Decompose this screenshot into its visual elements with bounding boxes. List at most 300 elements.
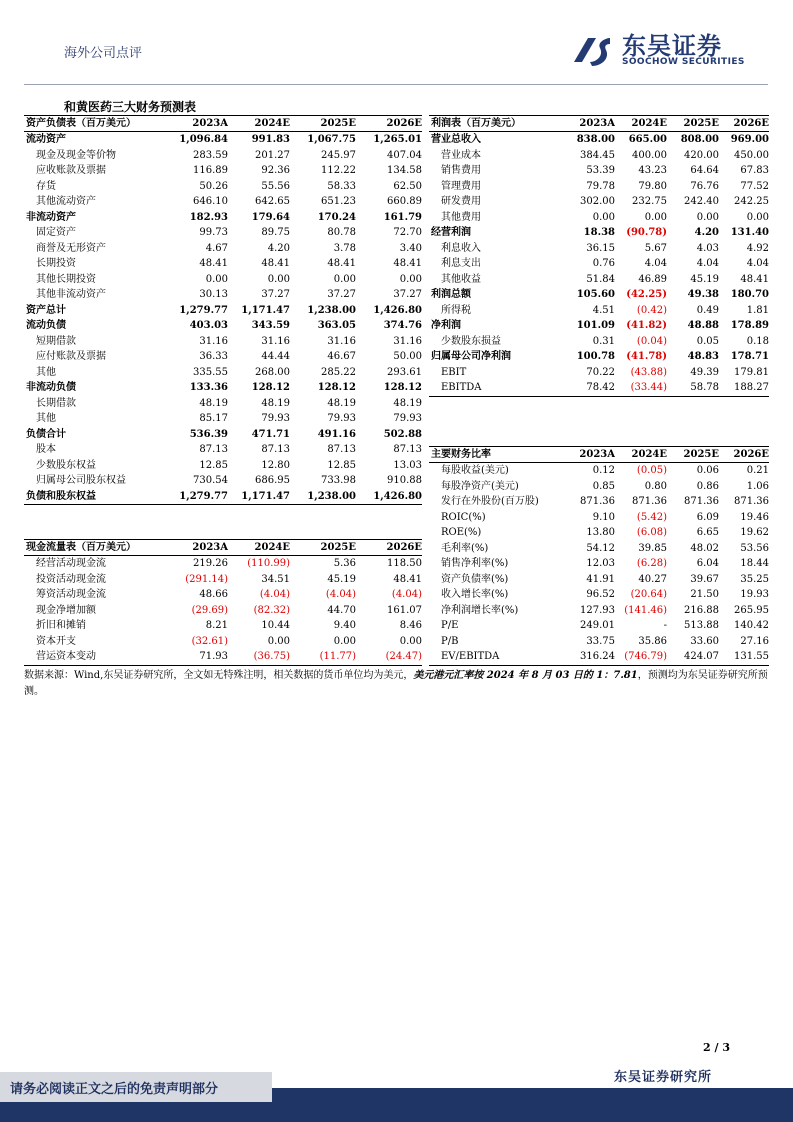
row-label: 其他收益 [441,273,481,285]
cell-value: 0.06 [696,465,719,476]
row-label: 营运资本变动 [24,649,166,665]
cell-value: 178.71 [730,351,769,362]
row-label: 现金净增加额 [36,604,96,616]
cell-value: 78.42 [565,380,615,396]
table-row [24,572,422,588]
balance-sheet-table [24,115,422,505]
cell-value: 4.92 [746,242,769,254]
cell-value: 0.00 [267,273,290,285]
cell-value: 133.36 [189,382,228,393]
cash-flow-table [24,539,422,666]
cell-value: (24.47) [356,649,422,665]
cell-value: 302.00 [580,196,615,207]
cell-value: (82.32) [253,604,290,616]
cell-value: 180.70 [730,289,769,300]
table-row [429,334,769,350]
row-label: EBITDA [429,380,565,396]
table-row [429,256,769,272]
cell-value: 4.20 [267,242,290,254]
cell-value: 89.75 [261,227,290,238]
cell-value: 0.00 [696,211,719,223]
row-label: 经营利润 [431,227,471,238]
cell-value: (33.44) [615,380,667,396]
cell-value: 969.00 [730,134,769,145]
cell-value: 265.95 [734,604,769,616]
cell-value: 293.61 [387,366,422,378]
row-label: 筹资活动现金流 [36,589,106,600]
cell-value: 72.70 [393,227,422,238]
cell-value: 871.36 [684,496,719,507]
cell-value: 808.00 [680,134,719,145]
cell-value: 642.65 [255,196,290,207]
cell-value: 4.51 [592,304,615,316]
cell-value: 79.93 [327,413,356,424]
cell-value: (43.88) [630,366,667,378]
cell-value: 112.22 [321,165,356,176]
cell-value: 51.84 [586,273,615,285]
row-label: P/B [441,635,459,647]
year-header: 2023A [166,540,228,556]
row-label: ROE(%) [441,527,482,538]
row-label: 净利润增长率(%) [441,604,519,616]
cell-value: 140.42 [734,620,769,631]
cell-value: 37.27 [261,289,290,300]
year-header: 2026E [719,116,769,132]
cell-value: 0.85 [592,480,615,492]
cell-value: 48.02 [690,542,719,554]
row-label: 商誉及无形资产 [36,242,106,254]
cell-value: 660.89 [387,196,422,207]
cell-value: 733.98 [321,475,356,486]
table-row [24,148,422,164]
cell-value: 536.39 [189,428,228,440]
cell-value: 242.40 [684,196,719,207]
cell-value: 245.97 [321,149,356,161]
cell-value: 10.44 [261,620,290,631]
cell-value: 37.27 [327,289,356,300]
cell-value: 48.41 [740,273,769,285]
cell-value: 39.85 [638,542,667,554]
year-header: 2026E [356,540,422,556]
year-header: 2026E [719,447,769,463]
cell-value: 62.50 [393,180,422,192]
cell-value: 1,067.75 [307,134,356,145]
table-row [24,603,422,619]
table-row [24,241,422,257]
table-row [429,541,769,557]
year-header: 2024E [228,116,290,132]
cell-value: 41.91 [586,573,615,585]
row-label: 经营活动现金流 [36,558,106,569]
cell-value: (141.46) [624,604,667,616]
row-label: EV/EBITDA [429,649,565,665]
row-label: P/E [441,620,459,631]
row-label: 毛利率(%) [441,542,489,554]
cell-value: (6.08) [636,527,667,538]
cell-value: 1,279.77 [179,304,228,316]
cell-value: (41.82) [626,320,667,331]
cell-value: 128.12 [251,382,290,393]
table-row [429,618,769,634]
row-label: 销售净利率(%) [441,558,509,569]
table-row [429,510,769,526]
cell-value: 283.59 [193,149,228,161]
row-label: 股本 [36,444,56,455]
cell-value: 5.67 [644,242,667,254]
cell-value: (5.42) [636,511,667,523]
cell-value: 53.56 [740,542,769,554]
table-row [24,194,422,210]
cell-value: 0.00 [333,635,356,647]
cell-value: 45.19 [690,273,719,285]
table-row [24,303,422,319]
source-note [24,668,769,700]
row-label: 其他长期投资 [36,273,96,285]
row-label: 利息收入 [441,242,481,254]
cell-value: (4.04) [391,589,422,600]
cell-value: 179.81 [734,366,769,378]
cell-value: 285.22 [321,366,356,378]
cell-value: 4.04 [696,258,719,269]
logo-text-en: SOOCHOW SECURITIES [622,57,745,67]
year-header: 2024E [615,447,667,463]
row-label: 固定资产 [36,227,76,238]
cell-value: 1,171.47 [241,304,290,316]
cell-value: 18.38 [583,227,615,238]
year-header: 2025E [290,540,356,556]
cell-value: 1,265.01 [373,134,422,145]
table-row [24,442,422,458]
cell-value: (11.77) [290,649,356,665]
row-label: 现金及现金等价物 [36,149,116,161]
cell-value: 87.13 [261,444,290,455]
row-label: 研发费用 [441,196,481,207]
cell-value: 101.09 [576,320,615,331]
row-label: 归属母公司股东权益 [36,475,126,486]
table-row [24,349,422,365]
cell-value: 48.19 [393,397,422,409]
table-row [429,494,769,510]
table-row [24,649,422,665]
cell-value: 37.27 [393,289,422,300]
table-row [429,148,769,164]
header-divider [24,84,768,85]
cell-value: 0.86 [696,480,719,492]
table-row [24,287,422,303]
cell-value: 49.38 [687,289,719,300]
cell-value: 48.88 [687,320,719,331]
table-row [429,132,769,148]
cell-value: 53.39 [586,165,615,176]
cell-value: 44.70 [327,604,356,616]
cell-value: 424.07 [667,649,719,665]
financial-ratios-table [429,446,769,666]
cell-value: 646.10 [193,196,228,207]
cell-value: 48.41 [393,258,422,269]
year-header: 2024E [228,540,290,556]
table-row [24,556,422,572]
cell-value: 219.26 [193,558,228,569]
cell-value: 170.24 [317,211,356,223]
table-row [429,479,769,495]
cell-value: 85.17 [199,413,228,424]
cell-value: 44.44 [261,351,290,362]
table-row [24,489,422,505]
row-label: 负债和股东权益 [24,489,166,505]
cell-value: 13.80 [586,527,615,538]
cell-value: 400.00 [632,149,667,161]
cell-value: 71.93 [166,649,228,665]
cell-value: 1.81 [746,304,769,316]
row-label: 应付账款及票据 [36,351,106,362]
income-statement-table [429,115,769,397]
cell-value: 70.22 [586,366,615,378]
cell-value: 87.13 [199,444,228,455]
cell-value: 105.60 [576,289,615,300]
table-row [24,618,422,634]
page-title: 和黄医药三大财务预测表 [64,100,197,114]
table-row [24,458,422,474]
cell-value: 0.49 [696,304,719,316]
cell-value: (32.61) [191,635,228,647]
cell-value: 31.16 [199,335,228,347]
footer-org-name: 东吴证券研究所 [614,1070,713,1085]
cell-value: 0.21 [746,465,769,476]
cell-value: 471.71 [251,428,290,440]
table-row [429,634,769,650]
cell-value: 58.33 [327,180,356,192]
table-heading: 利润表（百万美元） [429,116,565,132]
cell-value: 0.00 [399,635,422,647]
cell-value: 407.04 [387,149,422,161]
cell-value: 991.83 [251,134,290,145]
cell-value: 55.56 [261,180,290,192]
table-row [24,634,422,650]
cell-value: (41.78) [626,351,667,362]
year-header: 2023A [565,116,615,132]
table-row [24,272,422,288]
row-label: 其他费用 [441,211,481,223]
row-label: 利息支出 [441,258,481,269]
cell-value: 64.64 [690,165,719,176]
table-row [24,396,422,412]
cell-value: 6.65 [696,527,719,538]
cell-value: 30.13 [199,289,228,300]
cell-value: 686.95 [255,475,290,486]
table-row [429,287,769,303]
cell-value: 35.25 [740,573,769,585]
cell-value: 54.12 [586,542,615,554]
cell-value: 513.88 [684,620,719,631]
cell-value: 316.24 [565,649,615,665]
row-label: 折旧和摊销 [36,620,86,631]
cell-value: 19.46 [740,511,769,523]
cell-value: 50.00 [393,351,422,362]
cell-value: 268.00 [255,366,290,378]
cell-value: 39.67 [690,573,719,585]
row-label: 收入增长率(%) [441,589,509,600]
cell-value: 80.78 [327,227,356,238]
cell-value: 46.67 [327,351,356,362]
cell-value: 48.41 [199,258,228,269]
year-header: 2025E [667,447,719,463]
row-label: 所得税 [441,304,471,316]
cell-value: 6.09 [696,511,719,523]
cell-value: 67.83 [740,165,769,176]
cell-value: 1,096.84 [179,134,228,145]
cell-value: 871.36 [632,496,667,507]
cell-value: 49.39 [690,366,719,378]
header-subtitle: 海外公司点评 [64,46,143,61]
cell-value: 79.80 [638,180,667,192]
row-label: 资产总计 [26,304,66,316]
row-label: EBIT [441,366,467,378]
cell-value: 871.36 [580,496,615,507]
table-row [24,225,422,241]
cell-value: 9.10 [592,511,615,523]
cell-value: 502.88 [383,428,422,440]
cell-value: 31.16 [261,335,290,347]
row-label: 流动资产 [26,134,66,145]
cell-value: 50.26 [199,180,228,192]
cell-value: 0.00 [267,635,290,647]
cell-value: 79.93 [393,413,422,424]
cell-value: 31.16 [327,335,356,347]
cell-value: 838.00 [576,134,615,145]
table-row [24,427,422,443]
cell-value: (6.28) [636,558,667,569]
cell-value: (291.14) [185,573,228,585]
cell-value: (0.04) [636,335,667,347]
table-row [429,525,769,541]
cell-value: 651.23 [321,196,356,207]
cell-value: (746.79) [615,649,667,665]
cell-value: 5.36 [333,558,356,569]
source-note-part3: ，预测均为东吴证券研究所预测。 [24,670,768,697]
cell-value: 242.25 [734,196,769,207]
table-row [429,572,769,588]
cell-value: 0.31 [592,335,615,347]
cell-value: 179.64 [251,211,290,223]
row-label: 其他流动资产 [36,196,96,207]
table-row [429,318,769,334]
row-label: 长期借款 [36,397,76,409]
cell-value: - [663,620,667,631]
row-label: 净利润 [431,320,461,331]
cell-value: 9.40 [333,620,356,631]
cell-value: 161.79 [383,211,422,223]
cell-value: 48.19 [327,397,356,409]
cell-value: 87.13 [393,444,422,455]
cell-value: 128.12 [383,382,422,393]
source-note-part1: 数据来源：Wind,东吴证券研究所，全文如无特殊注明，相关数据的货币单位均为美元， [24,670,414,681]
table-row [24,132,422,148]
row-label: 存货 [36,180,56,192]
cell-value: 100.78 [576,351,615,362]
cell-value: 335.55 [193,366,228,378]
cell-value: 363.05 [317,320,356,331]
cell-value: 76.76 [690,180,719,192]
table-row [24,411,422,427]
cell-value: 249.01 [580,620,615,631]
cell-value: (20.64) [630,589,667,600]
cell-value: (4.04) [325,589,356,600]
row-label: 非流动负债 [26,382,76,393]
cell-value: 201.27 [255,149,290,161]
table-row [24,473,422,489]
year-header: 2023A [565,447,615,463]
row-label: 长期投资 [36,258,76,269]
cell-value: 79.93 [261,413,290,424]
cell-value: 134.58 [387,165,422,176]
table-row [24,587,422,603]
table-row [429,365,769,381]
table-row [429,303,769,319]
table-row [429,163,769,179]
cell-value: 4.67 [205,242,228,254]
cell-value: 216.88 [684,604,719,616]
cell-value: 12.85 [327,459,356,471]
cell-value: 0.18 [746,335,769,347]
cell-value: 384.45 [580,149,615,161]
cell-value: 0.00 [333,273,356,285]
cell-value: 0.76 [592,258,615,269]
cell-value: 127.93 [580,604,615,616]
cell-value: 48.83 [687,351,719,362]
cell-value: 0.00 [592,211,615,223]
table-row [24,365,422,381]
table-header-row [429,116,769,132]
table-row [24,179,422,195]
cell-value: 0.12 [592,465,615,476]
cell-value: 13.03 [393,459,422,471]
table-row [429,603,769,619]
cell-value: 1,279.77 [166,489,228,505]
cell-value: 27.16 [740,635,769,647]
cell-value: 450.00 [734,149,769,161]
row-label: 归属母公司净利润 [431,351,511,362]
row-label: 营业总收入 [431,134,481,145]
cell-value: 665.00 [628,134,667,145]
cell-value: 131.55 [719,649,769,665]
soochow-logo-icon [570,32,614,68]
cell-value: 35.86 [638,635,667,647]
cell-value: 79.78 [586,180,615,192]
year-header: 2025E [290,116,356,132]
row-label: 少数股东损益 [441,335,501,347]
cell-value: 343.59 [251,320,290,331]
row-label: 非流动资产 [26,211,76,223]
cell-value: 43.23 [638,165,667,176]
row-label: 短期借款 [36,335,76,347]
disclaimer-text: 请务必阅读正文之后的免责声明部分 [10,1082,219,1097]
cell-value: 4.04 [746,258,769,269]
cell-value: 3.40 [399,242,422,254]
cell-value: 48.66 [199,589,228,600]
cell-value: 99.73 [199,227,228,238]
cell-value: 34.51 [261,573,290,585]
table-row [24,334,422,350]
row-label: 管理费用 [441,180,481,192]
cell-value: 21.50 [690,589,719,600]
table-row [24,380,422,396]
cell-value: 161.07 [387,604,422,616]
cell-value: 45.19 [327,573,356,585]
table-row [429,349,769,365]
cell-value: 12.85 [199,459,228,471]
logo-text-cn: 东吴证券 [622,32,722,60]
cell-value: 58.78 [667,380,719,396]
